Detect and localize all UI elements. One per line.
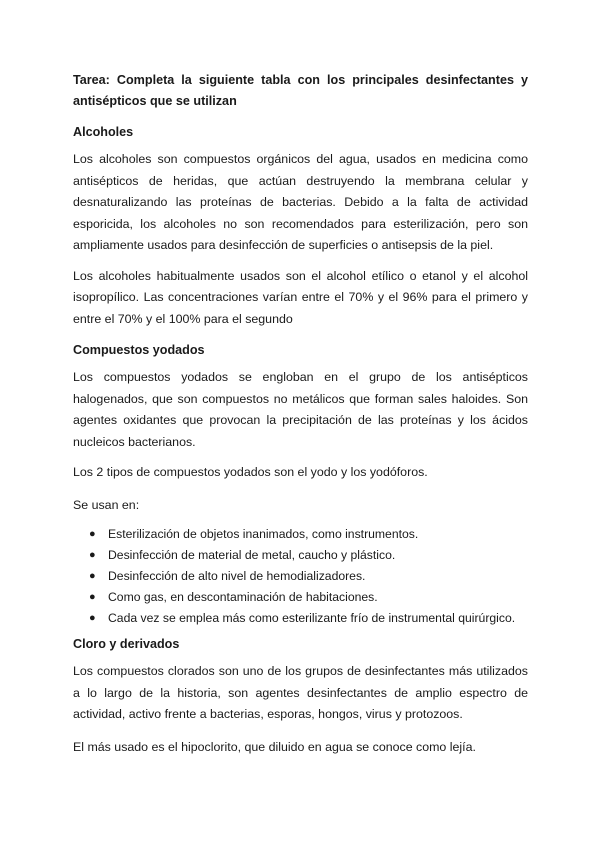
paragraph: El más usado es el hipoclorito, que diluido en agua se conoce como lejía. — [73, 739, 476, 754]
section-compuestos-yodados — [73, 342, 528, 629]
section-heading: Compuestos yodados — [73, 343, 205, 357]
section-heading: Cloro y derivados — [73, 637, 180, 651]
task-statement: Tarea: Completa la siguiente tabla con los principales desinfectantes y antisépticos que se utilizan — [73, 73, 528, 108]
list-item-text: Desinfección de material de metal, caucho y plástico. — [108, 548, 396, 562]
list-item-text: Cada vez se emplea más como esterilizante frío de instrumental quirúrgico. — [108, 611, 516, 625]
list-item-text: Desinfección de alto nivel de hemodializadores. — [108, 569, 366, 583]
paragraph: Los alcoholes habitualmente usados son el alcohol etílico o etanol y el alcohol isopropílico. Las concentraciones varían entre el 70% y el 96% para el primero y entre el 70% y el 100% para el segundo — [73, 268, 528, 326]
bullet-icon: ● — [89, 612, 96, 624]
list-item — [73, 608, 528, 629]
paragraph: Los compuestos clorados son uno de los grupos de desinfectantes más utilizados a lo largo de la historia, son agentes desinfectantes de amplio espectro de actividad, activo frente a bacterias, esporas, hongos, virus y protozoos. — [73, 664, 528, 721]
bullet-icon: ● — [89, 549, 96, 561]
paragraph: Los 2 tipos de compuestos yodados son el yodo y los yodóforos. — [73, 465, 428, 479]
list-item-text: Esterilización de objetos inanimados, como instrumentos. — [108, 527, 419, 541]
list-item — [73, 566, 528, 587]
section-alcoholes — [73, 124, 528, 330]
bullet-icon: ● — [89, 570, 96, 582]
list-item — [73, 524, 528, 545]
list-item-text: Como gas, en descontaminación de habitaciones. — [108, 590, 378, 604]
list-item — [73, 545, 528, 566]
section-cloro-y-derivados — [73, 636, 528, 758]
bullet-icon: ● — [89, 528, 96, 540]
section-heading: Alcoholes — [73, 125, 134, 139]
paragraph: Los compuestos yodados se engloban en el grupo de los antisépticos halogenados, que son compuestos no metálicos que forman sales haloides. Son agentes oxidantes que provocan la precipitación de las proteínas y los ácidos nucleicos bacterianos. — [73, 370, 528, 449]
paragraph: Se usan en: — [73, 497, 140, 512]
uses-list — [73, 524, 528, 629]
list-item — [73, 587, 528, 608]
bullet-icon: ● — [89, 591, 96, 603]
paragraph: Los alcoholes son compuestos orgánicos del agua, usados en medicina como antisépticos de heridas, que actúan destruyendo la membrana celular y desnaturalizando las proteínas de bacterias. Debido a la falta de actividad esporicida, los alcoholes no son recomendados para esterilización, pero son ampliamente usados para desinfección de superficies o antisepsis de la piel. — [73, 152, 528, 252]
